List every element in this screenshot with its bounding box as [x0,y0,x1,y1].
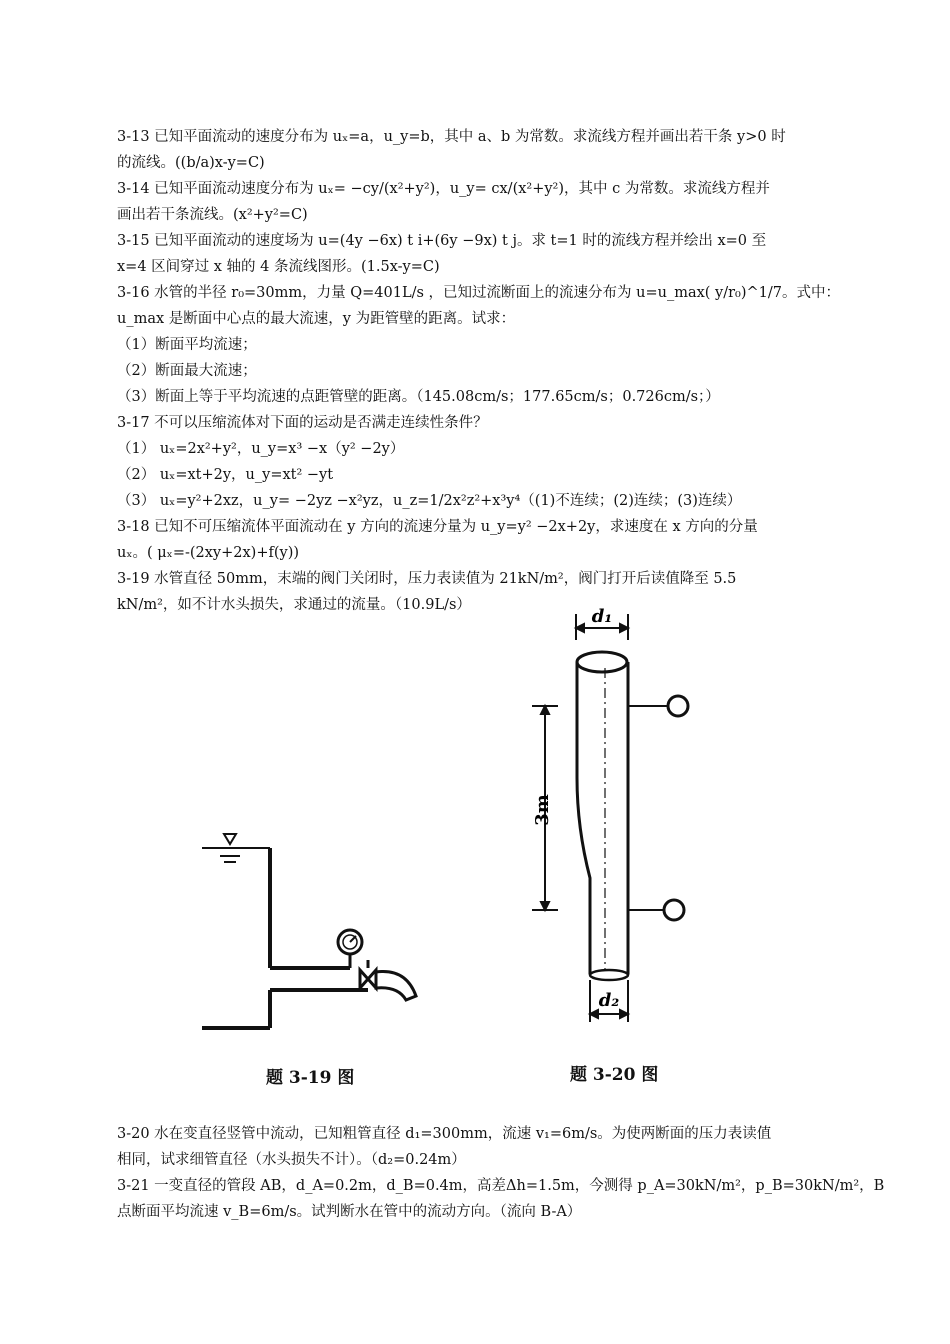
text-line: 3-13 已知平面流动的速度分布为 uₓ=a，u_y=b，其中 a、b 为常数。求流线方程并画出若干条 y>0 时 [117,129,786,145]
text-line: （2）断面最大流速； [117,363,257,379]
valve-icon [360,960,376,988]
text-line: kN/m²，如不计水头损失，求通过的流量。（10.9L/s） [117,597,471,613]
text-line: u_max 是断面中心点的最大流速，y 为距管壁的距离。试求： [117,311,516,327]
figure-3-20 [520,598,720,1030]
outlet-bend [376,972,416,1001]
text-line: 3-20 水在变直径竖管中流动，已知粗管直径 d₁=300mm，流速 v₁=6m/s。为使两断面的压力表读值 [117,1126,772,1142]
text-line: 3-14 已知平面流动速度分布为 uₓ= −cy/(x²+y²)，u_y= cx/(x²+y²)，其中 c 为常数。求流线方程并 [117,181,770,197]
d1-label: d₁ [591,606,613,627]
pipe-bottom-opening [590,970,628,980]
text-line: 3-16 水管的半径 r₀=30mm，力量 Q=401L/s ，已知过流断面上的流速分布为 u=u_max( y/r₀)^1/7。式中： [117,285,841,301]
text-line: （3）断面上等于平均流速的点距管壁的距离。（145.08cm/s；177.65cm/s；0.726cm/s；） [117,389,720,405]
text-line: 3-18 已知不可压缩流体平面流动在 y 方向的流速分量为 u_y=y² −2x+2y，求速度在 x 方向的分量 [117,519,758,535]
text-line: 3-21 一变直径的管段 AB，d_A=0.2m，d_B=0.4m，高差Δh=1.5m，今测得 p_A=30kN/m²，p_B=30kN/m²，B [117,1178,885,1194]
text-line: 3-17 不可以压缩流体对下面的运动是否满走连续性条件？ [117,415,488,431]
upper-gauge-icon [628,696,688,716]
text-line: 3-15 已知平面流动的速度场为 u=(4y −6x) t i+(6y −9x) t j。求 t=1 时的流线方程并绘出 x=0 至 [117,233,767,249]
text-line: （2） uₓ=xt+2y，u_y=xt² −yt [117,467,334,483]
caption-3-20: 题 3-20 图 [570,1065,659,1085]
d2-label: d₂ [598,990,620,1011]
height-label: 3m [532,794,553,826]
text-line: 的流线。((b/a)x-y=C) [117,155,265,171]
text-line: （1）断面平均流速； [117,337,257,353]
water-surface-icon [202,834,270,862]
text-line: 点断面平均流速 v_B=6m/s。试判断水在管中的流动方向。（流向 B-A） [117,1204,582,1220]
text-line: （1） uₓ=2x²+y²，u_y=x³ −x（y² −2y） [117,441,405,457]
text-line: 画出若干条流线。(x²+y²=C) [117,207,308,223]
text-line: （3） uₓ=y²+2xz，u_y= −2yz −x²yz，u_z=1/2x²z²+x³y⁴（(1)不连续；(2)连续；(3)连续） [117,493,742,509]
text-line: uₓ。( μₓ=-(2xy+2x)+f(y)) [117,545,300,561]
lower-gauge-icon [628,900,684,920]
pressure-gauge-icon [338,930,362,968]
text-line: x=4 区间穿过 x 轴的 4 条流线图形。(1.5x-y=C) [117,259,440,275]
pipe-body [577,662,628,973]
pipe-top-opening [577,652,627,672]
problems-bottom [117,1121,885,1225]
figure-3-19 [190,820,440,1040]
text-line: 相同，试求细管直径（水头损失不计）。（d₂=0.24m） [117,1152,466,1168]
text-line: 3-19 水管直径 50mm，末端的阀门关闭时，压力表读值为 21kN/m²，阀门打开后读值降至 5.5 [117,571,737,587]
caption-3-19: 题 3-19 图 [266,1068,355,1088]
problems-top [117,124,841,618]
